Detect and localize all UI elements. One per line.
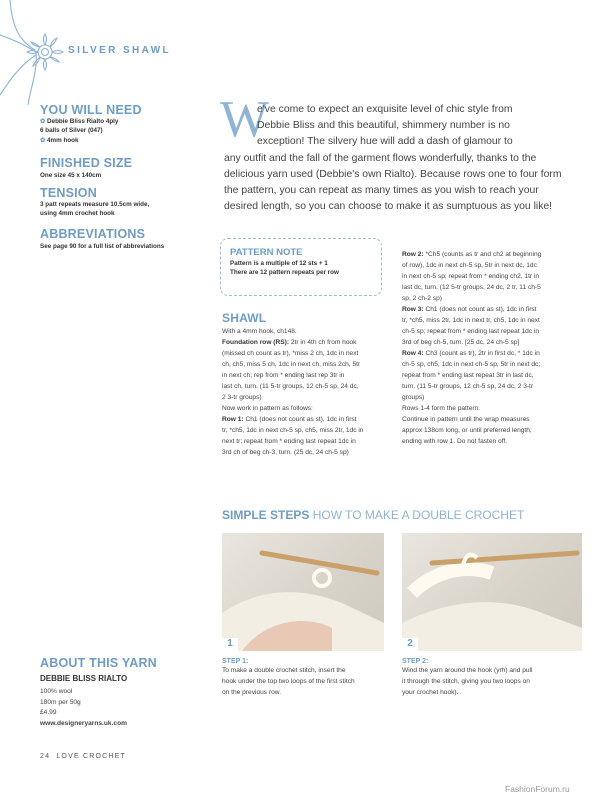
step-1-number: 1	[222, 638, 238, 652]
pattern-note-title: PATTERN NOTE	[230, 247, 303, 258]
section-title: SILVER SHAWL	[68, 45, 172, 56]
watermark: FashionForum.ru	[505, 784, 570, 794]
tension-heading: TENSION	[40, 186, 97, 200]
about-yarn-heading: ABOUT THIS YARN	[40, 656, 157, 670]
intro-dropcap: W	[220, 91, 270, 148]
flower-bullet-icon: ✿	[40, 137, 46, 145]
step-2-description: STEP 2: Wind the yarn around the hook (yrh) and pull it through the stitch, giving you two loops on your crochet hook).	[402, 658, 533, 696]
finished-size-heading: FINISHED SIZE	[40, 156, 133, 170]
tension-text: 3 patt repeats measure 10.5cm wide, using 4mm crochet hook	[40, 201, 150, 217]
abbreviations-text: See page 90 for a full list of abbreviations	[40, 243, 165, 250]
step-2-number: 2	[402, 638, 418, 652]
shawl-heading: SHAWL	[222, 311, 267, 325]
intro-paragraph: e've come to expect an exquisite level of chic style from Debbie Bliss and this beautiful, shimmery number is no exception! The silvery hue will add a dash of glamour to any outfit and the fall of the garment flows wonderfully, thanks to the delicious yarn used (Debbie's own Rialto). Because rows one to four form the pattern, you can repeat as many times as you wish to reach your desired length, so you can choose to make it as sumptuous as you like!	[224, 104, 562, 213]
page-footer	[40, 753, 126, 760]
shawl-column-2: Row 2: *Ch5 (counts as tr and ch2 at beginning of row), 1dc in next ch-5 sp, 5tr in next dc, 1dc in next ch-5 sp; repeat from * ending ch2, 1tr in last dc, turn. (12 5-tr groups, 24 dc, 2 tr, 11 ch-5 sp, 2 ch-2 sp) Row 3: Ch1 (does not count as st), 1dc in first tr, *ch5, miss 2tr, 1dc in next tr, ch5, 1dc in next ch-5 sp; repeat from * ending last repeat 1dc in 3rd of beg ch-5, turn. [25 dc, 24 ch-5 sp] Row 4: Ch3 (count as tr), 2tr in first dc, * 1dc in ch-5 sp, ch5, 1dc in next ch-5 sp, 5tr in next dc; repeat from * ending last repeat 3tr in last dc, turn. (11 5-tr groups, 12 ch-5 sp, 24 dc, 2 3-tr groups) Rows 1-4 form the pattern. Continue in pattern until the wrap measures approx 138cm long, or until preferred length, ending with row 1. Do not fasten off.	[402, 251, 542, 445]
page-number: 24	[40, 753, 51, 760]
list-item: ✿ Debbie Bliss Rialto 4ply	[40, 118, 119, 125]
flower-bullet-icon: ✿	[40, 118, 46, 125]
finished-size-text: One size 45 x 140cm	[40, 172, 102, 179]
abbreviations-heading: ABBREVIATIONS	[40, 227, 146, 241]
you-will-need-list	[40, 118, 210, 146]
list-item: ✿ 4mm hook	[40, 137, 79, 145]
step-1-photo	[222, 533, 384, 651]
shawl-column-1: With a 4mm hook, ch148. Foundation row (RS): 2tr in 4th ch from hook (missed ch count as tr), *miss 2 ch, 1dc in next ch, ch5, miss 5 ch, 1dc in next ch, miss 2ch, 5tr in next ch; rep from * ending last rep 3tr in last ch, turn. (11 5-tr groups, 12 ch-5 sp, 24 dc, 2 3-tr groups) Now work in pattern as follows: Row 1: Ch1 (does not count as st), 1dc in first tr, *ch5, 1dc in next ch-5 sp, ch5, miss 2tr, 1dc in next tr; repeat from * ending last repeat 1dc in 3rd ch of beg ch-3, turn. (25 dc, 24 ch-5 sp)	[222, 328, 364, 456]
magazine-name: LOVE CROCHET	[56, 753, 126, 760]
simple-steps-heading: SIMPLE STEPS HOW TO MAKE A DOUBLE CROCHET	[222, 508, 525, 522]
step-1-description: STEP 1: To make a double crochet stitch, insert the hook under the top two loops of the first stitch on the previous row.	[222, 658, 355, 696]
list-item: 6 balls of Silver (047)	[40, 126, 103, 134]
step-2-photo	[402, 533, 582, 651]
about-yarn-details: 100% wool 180m per 50g £4.99 www.designeryarns.uk.com	[40, 688, 127, 727]
pattern-note-box: PATTERN NOTE Pattern is a multiple of 12 sts + 1 There are 12 pattern repeats per row	[220, 238, 382, 296]
about-yarn-name: DEBBIE BLISS RIALTO	[40, 674, 128, 683]
you-will-need-heading: YOU WILL NEED	[40, 103, 142, 117]
